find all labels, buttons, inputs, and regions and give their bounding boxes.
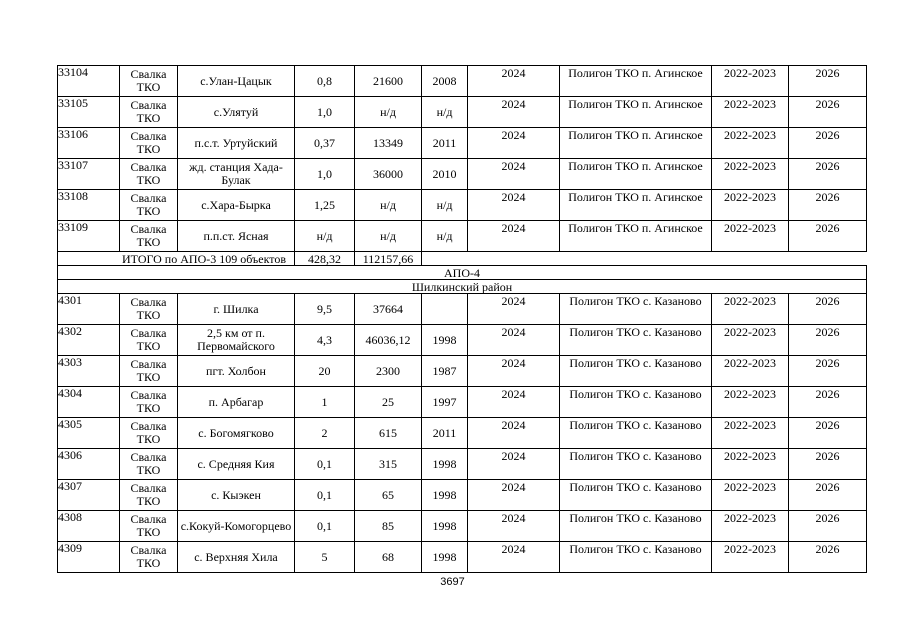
cell-year: 2011 — [422, 418, 468, 449]
cell-area: 0,37 — [295, 128, 355, 159]
cell-closure-year: 2024 — [468, 159, 560, 190]
table-row — [58, 418, 867, 449]
cell-volume: 37664 — [355, 294, 422, 325]
table-row — [58, 97, 867, 128]
table-row — [58, 542, 867, 573]
cell-type: Свалка ТКО — [120, 221, 178, 252]
cell-volume: 13349 — [355, 128, 422, 159]
cell-final-year: 2026 — [789, 542, 867, 573]
cell-final-year: 2026 — [789, 66, 867, 97]
cell-target-landfill: Полигон ТКО п. Агинское — [560, 221, 712, 252]
cell-type: Свалка ТКО — [120, 449, 178, 480]
cell-code: 33107 — [58, 159, 120, 190]
cell-period: 2022-2023 — [712, 480, 789, 511]
cell-location: с. Средняя Кия — [178, 449, 295, 480]
cell-type: Свалка ТКО — [120, 356, 178, 387]
cell-year: 1998 — [422, 480, 468, 511]
section-row — [58, 266, 867, 280]
cell-area: н/д — [295, 221, 355, 252]
total-volume: 112157,66 — [355, 252, 422, 266]
total-label: ИТОГО по АПО-3 109 объектов — [58, 252, 295, 266]
cell-volume: 46036,12 — [355, 325, 422, 356]
cell-location: с.Хара-Бырка — [178, 190, 295, 221]
cell-final-year: 2026 — [789, 128, 867, 159]
cell-code: 33108 — [58, 190, 120, 221]
cell-volume: н/д — [355, 221, 422, 252]
cell-final-year: 2026 — [789, 294, 867, 325]
cell-code: 4301 — [58, 294, 120, 325]
cell-year: 2011 — [422, 128, 468, 159]
cell-target-landfill: Полигон ТКО п. Агинское — [560, 159, 712, 190]
cell-period: 2022-2023 — [712, 418, 789, 449]
cell-target-landfill: Полигон ТКО с. Казаново — [560, 294, 712, 325]
cell-type: Свалка ТКО — [120, 418, 178, 449]
cell-closure-year: 2024 — [468, 66, 560, 97]
cell-area: 1 — [295, 387, 355, 418]
cell-closure-year: 2024 — [468, 294, 560, 325]
cell-target-landfill: Полигон ТКО с. Казаново — [560, 356, 712, 387]
cell-target-landfill: Полигон ТКО с. Казаново — [560, 542, 712, 573]
cell-type: Свалка ТКО — [120, 325, 178, 356]
cell-final-year: 2026 — [789, 325, 867, 356]
cell-target-landfill: Полигон ТКО п. Агинское — [560, 128, 712, 159]
cell-location: г. Шилка — [178, 294, 295, 325]
cell-volume: 68 — [355, 542, 422, 573]
cell-year: н/д — [422, 97, 468, 128]
cell-period: 2022-2023 — [712, 221, 789, 252]
cell-type: Свалка ТКО — [120, 66, 178, 97]
cell-volume: 21600 — [355, 66, 422, 97]
cell-code: 4303 — [58, 356, 120, 387]
cell-volume: 36000 — [355, 159, 422, 190]
cell-closure-year: 2024 — [468, 325, 560, 356]
cell-code: 4308 — [58, 511, 120, 542]
cell-closure-year: 2024 — [468, 128, 560, 159]
cell-type: Свалка ТКО — [120, 97, 178, 128]
district-row — [58, 280, 867, 294]
table-row — [58, 66, 867, 97]
cell-code: 4304 — [58, 387, 120, 418]
cell-year: 1998 — [422, 542, 468, 573]
cell-location: п.с.т. Уртуйский — [178, 128, 295, 159]
table-row — [58, 159, 867, 190]
total-area: 428,32 — [295, 252, 355, 266]
cell-type: Свалка ТКО — [120, 387, 178, 418]
cell-code: 4307 — [58, 480, 120, 511]
cell-type: Свалка ТКО — [120, 190, 178, 221]
cell-year: н/д — [422, 221, 468, 252]
district-header: Шилкинский район — [58, 280, 867, 294]
cell-final-year: 2026 — [789, 387, 867, 418]
cell-closure-year: 2024 — [468, 542, 560, 573]
cell-area: 5 — [295, 542, 355, 573]
cell-period: 2022-2023 — [712, 159, 789, 190]
total-empty — [422, 252, 867, 266]
page-number: 3697 — [440, 576, 465, 588]
table-row — [58, 449, 867, 480]
cell-area: 1,0 — [295, 159, 355, 190]
cell-closure-year: 2024 — [468, 356, 560, 387]
cell-year: 1998 — [422, 449, 468, 480]
cell-year: 1998 — [422, 325, 468, 356]
cell-closure-year: 2024 — [468, 221, 560, 252]
table-body-summary — [58, 252, 867, 294]
cell-code: 4305 — [58, 418, 120, 449]
table-row — [58, 356, 867, 387]
cell-period: 2022-2023 — [712, 356, 789, 387]
cell-location: с.Улятуй — [178, 97, 295, 128]
cell-period: 2022-2023 — [712, 325, 789, 356]
cell-location: с. Кыэкен — [178, 480, 295, 511]
cell-target-landfill: Полигон ТКО п. Агинское — [560, 190, 712, 221]
cell-final-year: 2026 — [789, 190, 867, 221]
table-row — [58, 128, 867, 159]
table-body-apo4 — [58, 294, 867, 573]
cell-target-landfill: Полигон ТКО с. Казаново — [560, 325, 712, 356]
cell-period: 2022-2023 — [712, 97, 789, 128]
cell-code: 33109 — [58, 221, 120, 252]
cell-volume: н/д — [355, 97, 422, 128]
cell-period: 2022-2023 — [712, 190, 789, 221]
cell-volume: 25 — [355, 387, 422, 418]
cell-target-landfill: Полигон ТКО с. Казаново — [560, 387, 712, 418]
table-row — [58, 325, 867, 356]
table-row — [58, 480, 867, 511]
cell-closure-year: 2024 — [468, 480, 560, 511]
total-row — [58, 252, 867, 266]
cell-target-landfill: Полигон ТКО с. Казаново — [560, 418, 712, 449]
cell-year: н/д — [422, 190, 468, 221]
cell-code: 4302 — [58, 325, 120, 356]
cell-closure-year: 2024 — [468, 190, 560, 221]
cell-target-landfill: Полигон ТКО с. Казаново — [560, 480, 712, 511]
cell-code: 4306 — [58, 449, 120, 480]
cell-area: 0,8 — [295, 66, 355, 97]
cell-final-year: 2026 — [789, 97, 867, 128]
landfill-table — [57, 65, 867, 573]
cell-area: 9,5 — [295, 294, 355, 325]
cell-type: Свалка ТКО — [120, 128, 178, 159]
cell-location: с.Улан-Цацык — [178, 66, 295, 97]
cell-target-landfill: Полигон ТКО с. Казаново — [560, 511, 712, 542]
cell-volume: 315 — [355, 449, 422, 480]
cell-final-year: 2026 — [789, 221, 867, 252]
cell-period: 2022-2023 — [712, 449, 789, 480]
cell-type: Свалка ТКО — [120, 294, 178, 325]
table-row — [58, 294, 867, 325]
cell-area: 20 — [295, 356, 355, 387]
cell-year: 1998 — [422, 511, 468, 542]
cell-area: 1,0 — [295, 97, 355, 128]
cell-year: 2008 — [422, 66, 468, 97]
cell-area: 0,1 — [295, 449, 355, 480]
cell-location: п.п.ст. Ясная — [178, 221, 295, 252]
cell-period: 2022-2023 — [712, 294, 789, 325]
cell-closure-year: 2024 — [468, 97, 560, 128]
cell-year: 1997 — [422, 387, 468, 418]
cell-location: 2,5 км от п. Первомайского — [178, 325, 295, 356]
cell-year: 1987 — [422, 356, 468, 387]
cell-volume: 2300 — [355, 356, 422, 387]
cell-location: пгт. Холбон — [178, 356, 295, 387]
cell-code: 4309 — [58, 542, 120, 573]
cell-closure-year: 2024 — [468, 387, 560, 418]
cell-target-landfill: Полигон ТКО п. Агинское — [560, 97, 712, 128]
cell-volume: 85 — [355, 511, 422, 542]
cell-code: 33106 — [58, 128, 120, 159]
cell-period: 2022-2023 — [712, 66, 789, 97]
cell-final-year: 2026 — [789, 418, 867, 449]
cell-year: 2010 — [422, 159, 468, 190]
cell-area: 0,1 — [295, 511, 355, 542]
cell-location: с. Богомягково — [178, 418, 295, 449]
table-row — [58, 387, 867, 418]
cell-final-year: 2026 — [789, 159, 867, 190]
cell-location: жд. станция Хада-Булак — [178, 159, 295, 190]
cell-area: 4,3 — [295, 325, 355, 356]
cell-location: с.Кокуй-Комогорцево — [178, 511, 295, 542]
cell-final-year: 2026 — [789, 480, 867, 511]
table-row — [58, 511, 867, 542]
section-header: АПО-4 — [58, 266, 867, 280]
cell-final-year: 2026 — [789, 449, 867, 480]
table-row — [58, 221, 867, 252]
cell-code: 33105 — [58, 97, 120, 128]
cell-code: 33104 — [58, 66, 120, 97]
cell-area: 1,25 — [295, 190, 355, 221]
cell-type: Свалка ТКО — [120, 511, 178, 542]
cell-type: Свалка ТКО — [120, 542, 178, 573]
cell-final-year: 2026 — [789, 356, 867, 387]
cell-final-year: 2026 — [789, 511, 867, 542]
cell-target-landfill: Полигон ТКО с. Казаново — [560, 449, 712, 480]
cell-volume: 615 — [355, 418, 422, 449]
table-row — [58, 190, 867, 221]
cell-type: Свалка ТКО — [120, 480, 178, 511]
cell-area: 2 — [295, 418, 355, 449]
cell-year — [422, 294, 468, 325]
cell-period: 2022-2023 — [712, 387, 789, 418]
cell-closure-year: 2024 — [468, 511, 560, 542]
cell-type: Свалка ТКО — [120, 159, 178, 190]
cell-period: 2022-2023 — [712, 542, 789, 573]
cell-location: п. Арбагар — [178, 387, 295, 418]
cell-volume: н/д — [355, 190, 422, 221]
cell-area: 0,1 — [295, 480, 355, 511]
cell-period: 2022-2023 — [712, 511, 789, 542]
cell-target-landfill: Полигон ТКО п. Агинское — [560, 66, 712, 97]
table-body-apo3 — [58, 66, 867, 252]
cell-location: с. Верхняя Хила — [178, 542, 295, 573]
cell-volume: 65 — [355, 480, 422, 511]
cell-closure-year: 2024 — [468, 449, 560, 480]
cell-period: 2022-2023 — [712, 128, 789, 159]
cell-closure-year: 2024 — [468, 418, 560, 449]
